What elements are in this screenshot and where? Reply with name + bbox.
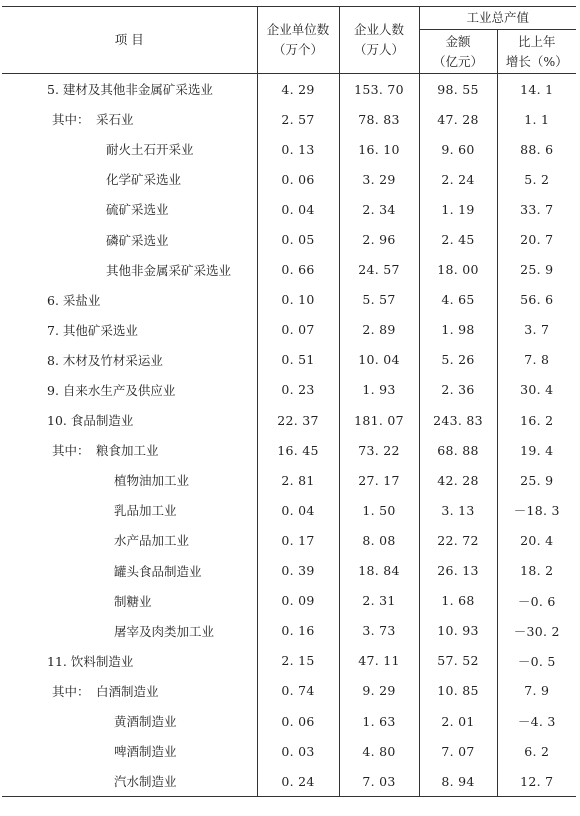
header-units-line1: 企业单位数	[266, 22, 330, 37]
table-row	[2, 224, 576, 254]
header-row-top	[2, 7, 576, 30]
row-item-name	[2, 104, 257, 134]
row-growth-cell: 25. 9	[497, 255, 576, 285]
row-amount-cell: 5. 26	[419, 345, 497, 375]
row-subitem-prefix: 其中：	[52, 683, 90, 699]
header-growth-line2: 增长（%）	[505, 53, 568, 69]
row-item-name	[2, 164, 257, 194]
row-item-label: 5. 建材及其他非金属矿采选业	[47, 82, 213, 98]
row-growth-cell: －0. 6	[497, 586, 576, 616]
table-row	[2, 255, 576, 285]
header-people-line1: 企业人数	[353, 22, 404, 37]
row-people-cell: 2. 89	[339, 315, 419, 345]
row-item-name	[2, 134, 257, 164]
row-growth-cell: 6. 2	[497, 736, 576, 766]
row-item-label: 粮食加工业	[96, 443, 159, 459]
row-item-label: 9. 自来水生产及供应业	[47, 382, 176, 398]
row-item-name	[2, 74, 257, 105]
table-row	[2, 706, 576, 736]
row-item-name	[2, 285, 257, 315]
row-growth-cell: 3. 7	[497, 315, 576, 345]
row-amount-cell: 10. 85	[419, 676, 497, 706]
row-item-label: 白酒制造业	[96, 683, 159, 699]
row-item-label: 8. 木材及竹材采运业	[47, 352, 163, 368]
row-people-cell: 10. 04	[339, 345, 419, 375]
row-units-cell: 0. 04	[257, 495, 339, 525]
row-people-cell: 4. 80	[339, 736, 419, 766]
row-people-cell: 1. 50	[339, 495, 419, 525]
row-item-name	[2, 405, 257, 435]
row-amount-cell: 1. 68	[419, 586, 497, 616]
row-item-label: 汽水制造业	[114, 774, 177, 790]
row-item-name	[2, 435, 257, 465]
row-people-cell: 7. 03	[339, 766, 419, 797]
row-amount-cell: 2. 36	[419, 375, 497, 405]
row-amount-cell: 4. 65	[419, 285, 497, 315]
row-units-cell: 2. 15	[257, 646, 339, 676]
row-item-label: 磷矿采选业	[106, 232, 169, 248]
table-row	[2, 766, 576, 797]
row-item-name	[2, 495, 257, 525]
row-item-label: 其他非金属采矿采选业	[106, 262, 232, 278]
row-growth-cell: 1. 1	[497, 104, 576, 134]
row-people-cell: 16. 10	[339, 134, 419, 164]
header-enterprise-units	[257, 7, 339, 74]
header-output-label: 工业总产值	[466, 10, 530, 25]
row-units-cell: 0. 04	[257, 194, 339, 224]
row-people-cell: 1. 93	[339, 375, 419, 405]
header-item-label: 项 目	[114, 32, 144, 47]
row-item-label: 11. 饮料制造业	[47, 653, 134, 669]
row-item-name	[2, 736, 257, 766]
row-item-name	[2, 465, 257, 495]
header-amount-line2: （亿元）	[432, 53, 483, 69]
row-amount-cell: 18. 00	[419, 255, 497, 285]
row-amount-cell: 2. 24	[419, 164, 497, 194]
row-growth-cell: 7. 9	[497, 676, 576, 706]
row-units-cell: 0. 10	[257, 285, 339, 315]
row-item-label: 采石业	[96, 112, 134, 128]
row-people-cell: 2. 31	[339, 586, 419, 616]
row-amount-cell: 26. 13	[419, 556, 497, 586]
row-growth-cell: 33. 7	[497, 194, 576, 224]
row-growth-cell: 7. 8	[497, 345, 576, 375]
row-units-cell: 16. 45	[257, 435, 339, 465]
row-item-name	[2, 345, 257, 375]
row-growth-cell: 30. 4	[497, 375, 576, 405]
table-row	[2, 194, 576, 224]
row-units-cell: 2. 57	[257, 104, 339, 134]
table-row	[2, 616, 576, 646]
row-growth-cell: 88. 6	[497, 134, 576, 164]
row-units-cell: 0. 07	[257, 315, 339, 345]
row-item-name	[2, 586, 257, 616]
row-people-cell: 2. 34	[339, 194, 419, 224]
row-units-cell: 0. 06	[257, 164, 339, 194]
row-amount-cell: 8. 94	[419, 766, 497, 797]
header-industrial-output	[419, 7, 576, 30]
row-people-cell: 78. 83	[339, 104, 419, 134]
row-subitem-prefix: 其中：	[52, 112, 90, 128]
header-growth	[497, 30, 576, 74]
row-people-cell: 181. 07	[339, 405, 419, 435]
table-row	[2, 104, 576, 134]
row-growth-cell: －30. 2	[497, 616, 576, 646]
header-growth-line1: 比上年	[518, 33, 556, 49]
row-amount-cell: 243. 83	[419, 405, 497, 435]
row-item-name	[2, 766, 257, 797]
table-row	[2, 285, 576, 315]
row-people-cell: 153. 70	[339, 74, 419, 105]
row-units-cell: 0. 66	[257, 255, 339, 285]
row-item-label: 黄酒制造业	[114, 714, 177, 730]
row-subitem-prefix: 其中：	[52, 443, 90, 459]
row-item-name	[2, 224, 257, 254]
table-row	[2, 405, 576, 435]
row-item-name	[2, 255, 257, 285]
row-growth-cell: 12. 7	[497, 766, 576, 797]
table-row	[2, 586, 576, 616]
row-people-cell: 27. 17	[339, 465, 419, 495]
row-units-cell: 0. 09	[257, 586, 339, 616]
row-growth-cell: －0. 5	[497, 646, 576, 676]
row-growth-cell: －18. 3	[497, 495, 576, 525]
row-units-cell: 0. 23	[257, 375, 339, 405]
row-units-cell: 0. 05	[257, 224, 339, 254]
row-amount-cell: 2. 45	[419, 224, 497, 254]
row-amount-cell: 7. 07	[419, 736, 497, 766]
row-people-cell: 1. 63	[339, 706, 419, 736]
row-amount-cell: 9. 60	[419, 134, 497, 164]
row-units-cell: 4. 29	[257, 74, 339, 105]
row-amount-cell: 47. 28	[419, 104, 497, 134]
row-item-label: 化学矿采选业	[106, 172, 182, 188]
row-item-label: 罐头食品制造业	[114, 563, 202, 579]
header-people-line2: （万人）	[353, 42, 404, 57]
row-units-cell: 0. 13	[257, 134, 339, 164]
row-item-label: 10. 食品制造业	[47, 413, 134, 429]
row-item-name	[2, 375, 257, 405]
row-units-cell: 22. 37	[257, 405, 339, 435]
row-people-cell: 3. 73	[339, 616, 419, 646]
table-row	[2, 74, 576, 105]
row-people-cell: 18. 84	[339, 556, 419, 586]
row-people-cell: 5. 57	[339, 285, 419, 315]
row-growth-cell: 19. 4	[497, 435, 576, 465]
row-growth-cell: 5. 2	[497, 164, 576, 194]
row-units-cell: 0. 16	[257, 616, 339, 646]
row-amount-cell: 1. 98	[419, 315, 497, 345]
row-units-cell: 0. 74	[257, 676, 339, 706]
row-item-label: 屠宰及肉类加工业	[114, 623, 215, 639]
row-growth-cell: 56. 6	[497, 285, 576, 315]
row-item-label: 啤酒制造业	[114, 744, 177, 760]
row-amount-cell: 42. 28	[419, 465, 497, 495]
table-row	[2, 164, 576, 194]
row-units-cell: 0. 51	[257, 345, 339, 375]
table-row	[2, 495, 576, 525]
table-row	[2, 134, 576, 164]
row-amount-cell: 57. 52	[419, 646, 497, 676]
row-people-cell: 8. 08	[339, 525, 419, 555]
row-amount-cell: 2. 01	[419, 706, 497, 736]
row-item-name	[2, 616, 257, 646]
header-enterprise-people	[339, 7, 419, 74]
row-growth-cell: 18. 2	[497, 556, 576, 586]
row-growth-cell: 16. 2	[497, 405, 576, 435]
row-item-label: 乳品加工业	[114, 503, 177, 519]
row-growth-cell: 14. 1	[497, 74, 576, 105]
row-units-cell: 0. 24	[257, 766, 339, 797]
row-amount-cell: 1. 19	[419, 194, 497, 224]
table-row	[2, 525, 576, 555]
table-row	[2, 556, 576, 586]
table-row	[2, 435, 576, 465]
header-amount-line1: 金额	[445, 33, 471, 49]
row-units-cell: 0. 39	[257, 556, 339, 586]
table-row	[2, 465, 576, 495]
row-item-name	[2, 194, 257, 224]
row-people-cell: 47. 11	[339, 646, 419, 676]
table-row	[2, 315, 576, 345]
row-amount-cell: 22. 72	[419, 525, 497, 555]
row-people-cell: 9. 29	[339, 676, 419, 706]
row-people-cell: 2. 96	[339, 224, 419, 254]
row-item-name	[2, 315, 257, 345]
row-people-cell: 73. 22	[339, 435, 419, 465]
row-growth-cell: 20. 4	[497, 525, 576, 555]
header-amount	[419, 30, 497, 74]
row-amount-cell: 68. 88	[419, 435, 497, 465]
table-body	[2, 74, 576, 797]
table-row	[2, 345, 576, 375]
row-growth-cell: 25. 9	[497, 465, 576, 495]
row-people-cell: 3. 29	[339, 164, 419, 194]
row-item-label: 植物油加工业	[114, 473, 190, 489]
row-growth-cell: 20. 7	[497, 224, 576, 254]
header-item	[2, 7, 257, 74]
row-item-label: 耐火土石开采业	[106, 142, 194, 158]
table-row	[2, 646, 576, 676]
row-units-cell: 0. 03	[257, 736, 339, 766]
header-units-line2: （万个）	[272, 42, 323, 57]
row-item-label: 水产品加工业	[114, 533, 190, 549]
row-item-name	[2, 676, 257, 706]
row-item-label: 7. 其他矿采选业	[47, 322, 138, 338]
row-item-label: 制糖业	[114, 593, 152, 609]
row-item-name	[2, 556, 257, 586]
row-units-cell: 2. 81	[257, 465, 339, 495]
row-units-cell: 0. 17	[257, 525, 339, 555]
row-item-label: 硫矿采选业	[106, 202, 169, 218]
table-row	[2, 736, 576, 766]
row-amount-cell: 3. 13	[419, 495, 497, 525]
table-row	[2, 676, 576, 706]
row-people-cell: 24. 57	[339, 255, 419, 285]
row-item-name	[2, 646, 257, 676]
table-row	[2, 375, 576, 405]
row-item-name	[2, 525, 257, 555]
row-amount-cell: 10. 93	[419, 616, 497, 646]
row-growth-cell: －4. 3	[497, 706, 576, 736]
industry-statistics-table	[2, 6, 576, 797]
row-item-label: 6. 采盐业	[47, 292, 101, 308]
row-amount-cell: 98. 55	[419, 74, 497, 105]
row-units-cell: 0. 06	[257, 706, 339, 736]
row-item-name	[2, 706, 257, 736]
